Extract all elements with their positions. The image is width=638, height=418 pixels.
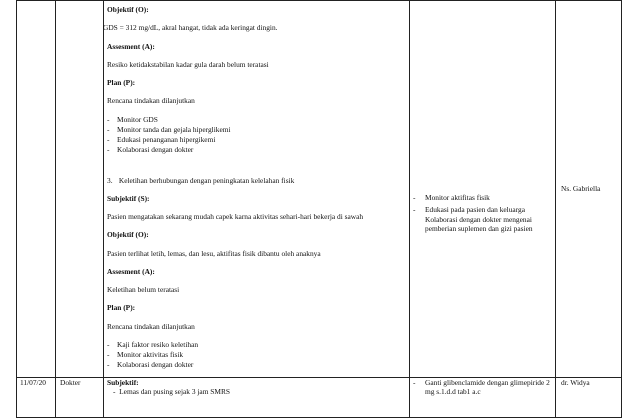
table-row (17, 378, 622, 418)
plan-list (107, 115, 406, 155)
soap-cell (104, 1, 410, 378)
profession-cell: Dokter (56, 378, 104, 418)
subjektif-item (107, 387, 406, 396)
subjektif-heading: Subjektif: (107, 378, 139, 387)
cppt-table (16, 0, 622, 418)
plan-2-list (107, 340, 406, 370)
instruction-list (413, 193, 552, 233)
spacer (107, 160, 406, 176)
problem-3-text: Keletihan berhubungan dengan peningkatan kelelahan fisik (118, 175, 295, 185)
subjektif-text: Pasien mengatakan sekarang mudah capek karna aktivitas sehari-hari bekerja di sawah (107, 212, 364, 221)
problem-3-number: 3. (107, 175, 113, 185)
list-item: - Kolaborasi dengan dokter (107, 360, 406, 369)
instruction-cell (410, 1, 556, 378)
plan-2-heading: Plan (P): (107, 303, 136, 313)
assessment-text: Resiko ketidakstabilan kadar gula darah belum teratasi (107, 59, 269, 69)
signature-cell: dr. Widya (556, 378, 622, 418)
list-item: - Kolaborasi dengan dokter (107, 145, 406, 154)
assessment-heading: Assesment (A): (107, 41, 155, 51)
signature-cell (556, 1, 622, 378)
date-cell (17, 1, 56, 378)
list-item: - Monitor tanda dan gejala hiperglikemi (107, 125, 406, 134)
plan-text: Rencana tindakan dilanjutkan (107, 96, 195, 106)
table-row (17, 1, 622, 378)
dash: - (113, 387, 120, 397)
objektif-2-heading: Objektif (O): (107, 230, 149, 240)
list-item: - Kaji faktor resiko keletihan (107, 340, 406, 349)
list-item: - Monitor aktifitas fisik (413, 193, 552, 202)
signature-name: Ns. Gabriella (561, 184, 601, 194)
objektif-text: GDS = 312 mg/dL, akral hangat, tidak ada keringat dingin. (103, 23, 278, 33)
instruction-list (413, 378, 552, 397)
subjektif-heading: Subjektif (S): (107, 193, 150, 203)
list-item: - Edukasi penanganan hipergikemi (107, 135, 406, 144)
instruction-cell (410, 378, 556, 418)
plan-2-text: Rencana tindakan dilanjutkan (107, 321, 195, 331)
assessment-2-heading: Assesment (A): (107, 266, 155, 276)
problem-3-title (107, 176, 406, 185)
profession-cell (56, 1, 104, 378)
objektif-heading: Objektif (O): (107, 5, 149, 14)
assessment-2-text: Keletihan belum teratasi (107, 285, 180, 294)
objektif-2-text: Pasien terlihat letih, lemas, dan lesu, aktifitas fisik dibantu oleh anaknya (107, 248, 321, 258)
list-item: - Ganti glibenclamide dengan glimepiride 2 mg s.1.d.d tab1 a.c (413, 378, 552, 397)
plan-heading: Plan (P): (107, 78, 136, 87)
list-item: - Monitor aktivitas fisik (107, 350, 406, 359)
subjektif-item-text: Lemas dan pusing sejak 3 jam SMRS (119, 387, 231, 397)
date-cell: 11/07/20 (17, 378, 56, 418)
list-item: - Edukasi pada pasien dan keluarga Kolaborasi dengan dokter mengenai pemberian suplemen dan gizi pasien (413, 205, 552, 233)
soap-cell (104, 378, 410, 418)
list-item: - Monitor GDS (107, 115, 406, 124)
